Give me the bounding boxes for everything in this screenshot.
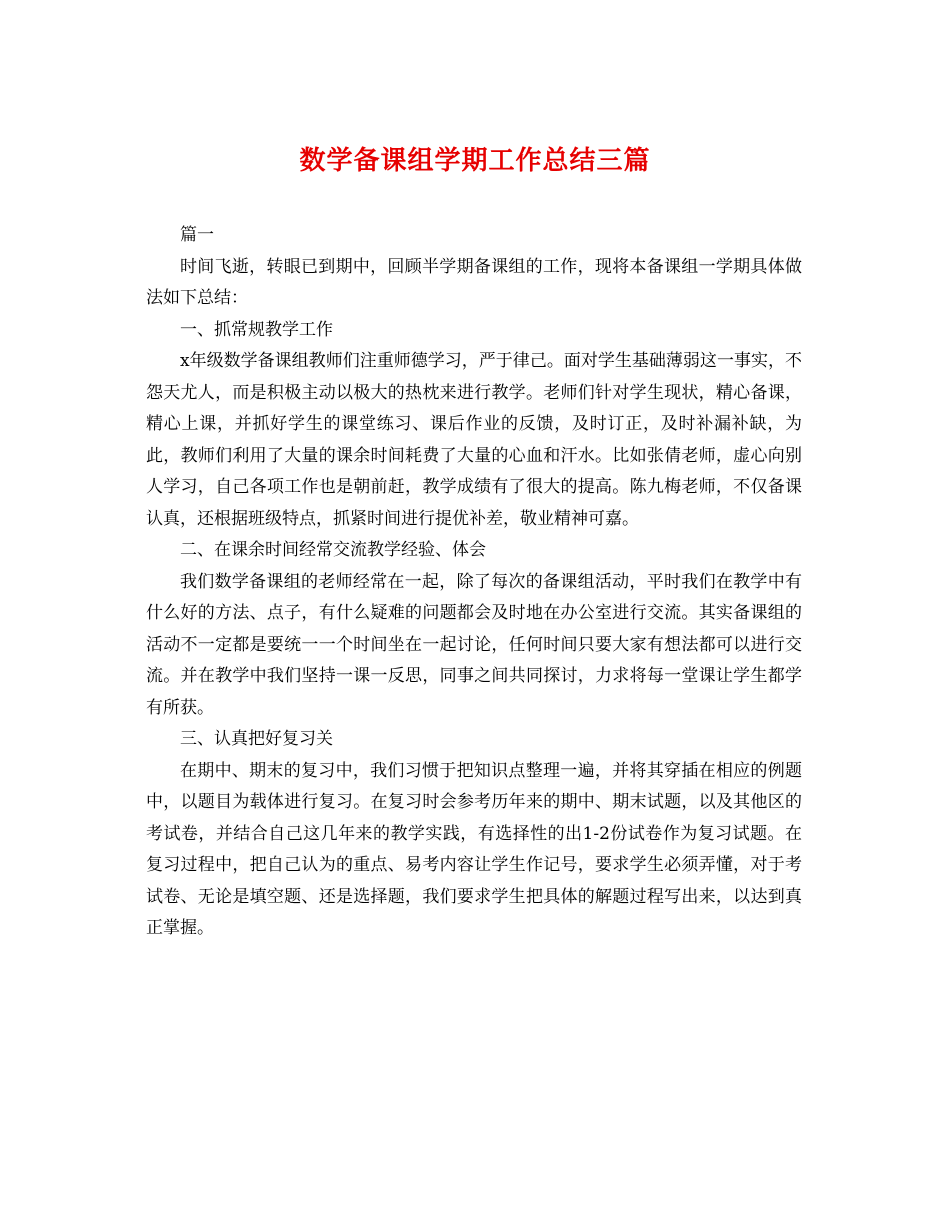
paragraph-experience-exchange: 我们数学备课组的老师经常在一起，除了每次的备课组活动，平时我们在教学中有什么好的方法、点子，有什么疑难的问题都会及时地在办公室进行交流。其实备课组的活动不一定都是要统一一个时间坐在一起讨论，任何时间只要大家有想法都可以进行交流。并在教学中我们坚持一课一反思，同事之间共同探讨，力求将每一堂课让学生都学有所获。 (146, 571, 802, 718)
section-heading-review: 三、认真把好复习关 (180, 729, 333, 749)
intro-paragraph: 时间飞逝，转眼已到期中，回顾半学期备课组的工作，现将本备课组一学期具体做法如下总结： (146, 256, 802, 308)
section-heading-routine-teaching: 一、抓常规教学工作 (180, 319, 333, 340)
section-heading-experience-exchange: 二、在课余时间经常交流教学经验、体会 (180, 540, 486, 560)
section-heading-part-one: 篇一 (180, 225, 214, 245)
paragraph-routine-teaching: x年级数学备课组教师们注重师德学习，严于律己。面对学生基础薄弱这一事实，不怨天尤人，而是积极主动以极大的热枕来进行教学。老师们针对学生现状，精心备课，精心上课，并抓好学生的课堂练习、课后作业的反馈，及时订正，及时补漏补缺，为此，教师们利用了大量的课余时间耗费了大量的心血和汗水。比如张倩老师，虚心向别人学习，自己各项工作也是朝前赶，教学成绩有了很大的提高。陈九梅老师，不仅备课认真，还根据班级特点，抓紧时间进行提优补差，敬业精神可嘉。 (146, 351, 802, 529)
document-body (146, 220, 802, 945)
document-title: 数学备课组学期工作总结三篇 (299, 146, 651, 176)
paragraph-review: 在期中、期末的复习中，我们习惯于把知识点整理一遍，并将其穿插在相应的例题中，以题目为载体进行复习。在复习时会参考历年来的期中、期末试题，以及其他区的考试卷，并结合自己这几年来的教学实践，有选择性的出1-2份试卷作为复习试题。在复习过程中，把自己认为的重点、易考内容让学生作记号，要求学生必须弄懂，对于考试卷、无论是填空题、还是选择题，我们要求学生把具体的解题过程写出来，以达到真正掌握。 (146, 760, 802, 938)
